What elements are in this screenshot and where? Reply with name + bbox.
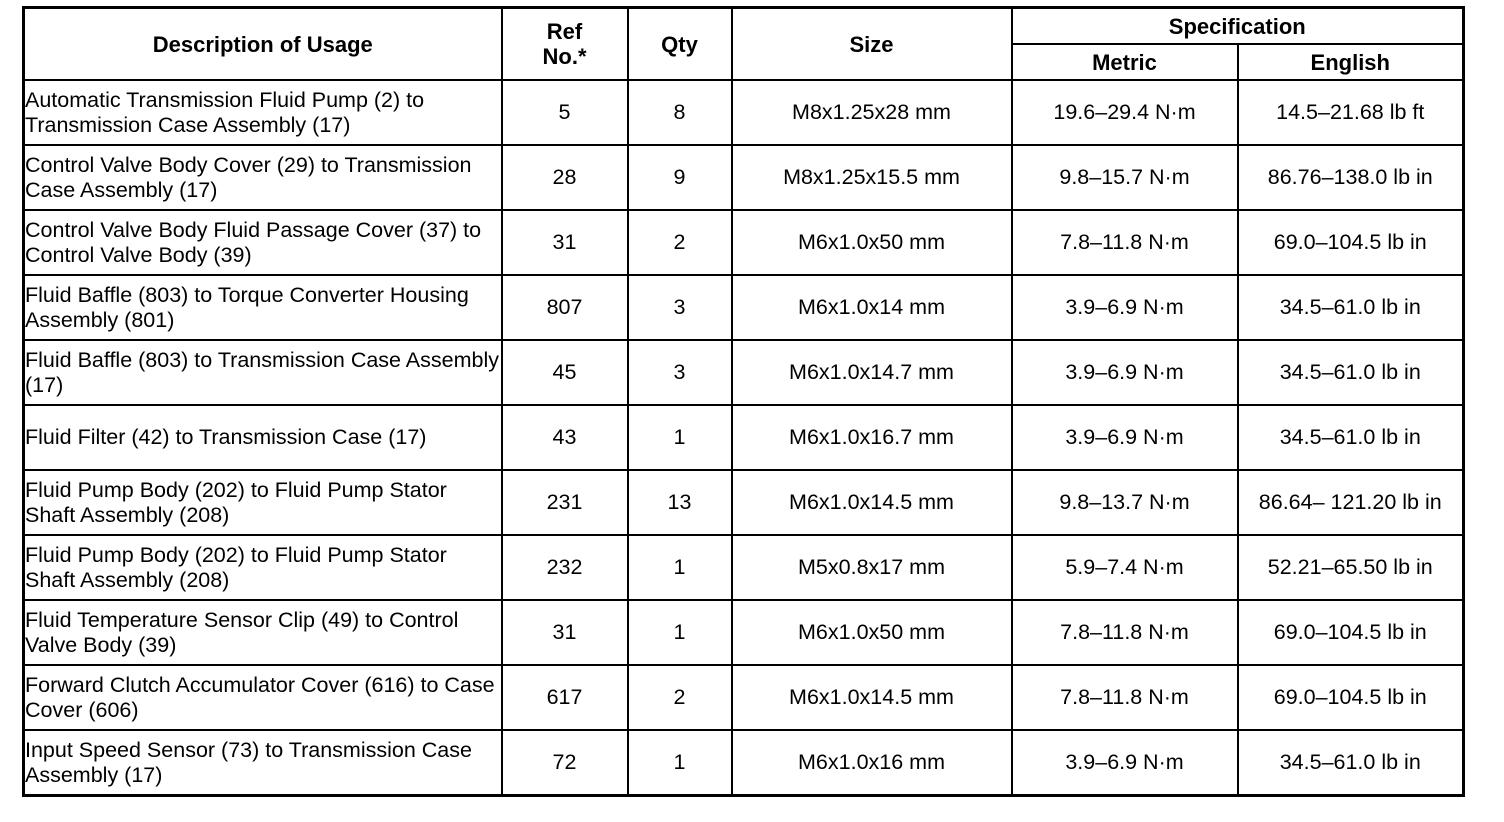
table-row [24, 665, 1464, 730]
cell-ref-no: 31 [502, 210, 628, 275]
cell-description: Control Valve Body Cover (29) to Transmission Case Assembly (17) [24, 145, 502, 210]
cell-english-text: 14.5–21.68 lb ft [1276, 100, 1425, 124]
header-ref-no-text: Ref No.* [542, 19, 587, 69]
cell-qty: 2 [628, 210, 732, 275]
cell-size: M6x1.0x50 mm [732, 210, 1012, 275]
cell-description: Input Speed Sensor (73) to Transmission Case Assembly (17) [24, 730, 502, 796]
cell-size: M6x1.0x50 mm [732, 600, 1012, 665]
cell-qty: 1 [628, 600, 732, 665]
cell-metric: 19.6–29.4 N·m [1012, 80, 1238, 145]
cell-size: M8x1.25x28 mm [732, 80, 1012, 145]
cell-size: M6x1.0x14.5 mm [732, 470, 1012, 535]
cell-ref-no: 43 [502, 405, 628, 470]
table-row [24, 340, 1464, 405]
table-row [24, 275, 1464, 340]
cell-english-text: 34.5–61.0 lb in [1279, 425, 1421, 449]
header-specification: Specification [1012, 8, 1464, 45]
cell-metric: 7.8–11.8 N·m [1012, 210, 1238, 275]
cell-english [1238, 535, 1464, 600]
cell-english [1238, 600, 1464, 665]
cell-qty: 3 [628, 340, 732, 405]
header-english: English [1238, 44, 1464, 80]
cell-metric: 7.8–11.8 N·m [1012, 665, 1238, 730]
cell-english [1238, 275, 1464, 340]
cell-metric: 3.9–6.9 N·m [1012, 340, 1238, 405]
cell-metric: 9.8–15.7 N·m [1012, 145, 1238, 210]
cell-english-text: 52.21–65.50 lb in [1267, 555, 1433, 579]
cell-description: Fluid Filter (42) to Transmission Case (17) [24, 405, 502, 470]
cell-qty: 8 [628, 80, 732, 145]
header-qty: Qty [628, 8, 732, 81]
cell-english-text: 69.0–104.5 lb in [1273, 685, 1427, 709]
cell-ref-no: 31 [502, 600, 628, 665]
table-row [24, 210, 1464, 275]
table-row [24, 405, 1464, 470]
cell-size: M6x1.0x14.5 mm [732, 665, 1012, 730]
table-row [24, 470, 1464, 535]
cell-english-text: 69.0–104.5 lb in [1273, 230, 1427, 254]
cell-description: Automatic Transmission Fluid Pump (2) to Transmission Case Assembly (17) [24, 80, 502, 145]
cell-metric: 9.8–13.7 N·m [1012, 470, 1238, 535]
torque-spec-table [22, 6, 1465, 797]
header-description: Description of Usage [24, 8, 502, 81]
cell-description: Fluid Baffle (803) to Transmission Case Assembly (17) [24, 340, 502, 405]
cell-english [1238, 340, 1464, 405]
table-row [24, 535, 1464, 600]
cell-size: M6x1.0x16.7 mm [732, 405, 1012, 470]
header-size: Size [732, 8, 1012, 81]
cell-description: Fluid Temperature Sensor Clip (49) to Control Valve Body (39) [24, 600, 502, 665]
cell-english-text: 86.64– 121.20 lb in [1258, 490, 1442, 514]
torque-spec-table-container [22, 6, 1465, 797]
cell-size: M5x0.8x17 mm [732, 535, 1012, 600]
cell-description: Fluid Baffle (803) to Torque Converter Housing Assembly (801) [24, 275, 502, 340]
cell-size: M6x1.0x16 mm [732, 730, 1012, 796]
cell-description: Forward Clutch Accumulator Cover (616) to Case Cover (606) [24, 665, 502, 730]
table-row [24, 600, 1464, 665]
cell-english [1238, 470, 1464, 535]
cell-qty: 9 [628, 145, 732, 210]
cell-qty: 1 [628, 535, 732, 600]
cell-description: Control Valve Body Fluid Passage Cover (37) to Control Valve Body (39) [24, 210, 502, 275]
cell-ref-no: 28 [502, 145, 628, 210]
cell-metric: 3.9–6.9 N·m [1012, 730, 1238, 796]
cell-english-text: 86.76–138.0 lb in [1267, 165, 1433, 189]
cell-qty: 1 [628, 405, 732, 470]
cell-english [1238, 145, 1464, 210]
cell-english [1238, 80, 1464, 145]
cell-description: Fluid Pump Body (202) to Fluid Pump Stator Shaft Assembly (208) [24, 535, 502, 600]
cell-qty: 1 [628, 730, 732, 796]
cell-english [1238, 405, 1464, 470]
cell-english [1238, 665, 1464, 730]
cell-metric: 5.9–7.4 N·m [1012, 535, 1238, 600]
cell-ref-no: 45 [502, 340, 628, 405]
cell-metric: 3.9–6.9 N·m [1012, 405, 1238, 470]
cell-ref-no: 72 [502, 730, 628, 796]
cell-metric: 3.9–6.9 N·m [1012, 275, 1238, 340]
header-ref-no [502, 8, 628, 81]
header-metric: Metric [1012, 44, 1238, 80]
cell-english-text: 69.0–104.5 lb in [1273, 620, 1427, 644]
cell-size: M8x1.25x15.5 mm [732, 145, 1012, 210]
cell-english-text: 34.5–61.0 lb in [1279, 360, 1421, 384]
cell-ref-no: 807 [502, 275, 628, 340]
cell-english [1238, 210, 1464, 275]
cell-ref-no: 5 [502, 80, 628, 145]
cell-english-text: 34.5–61.0 lb in [1279, 295, 1421, 319]
cell-ref-no: 617 [502, 665, 628, 730]
table-row [24, 730, 1464, 796]
cell-english [1238, 730, 1464, 796]
table-row [24, 80, 1464, 145]
cell-qty: 2 [628, 665, 732, 730]
table-body [24, 80, 1464, 796]
cell-qty: 13 [628, 470, 732, 535]
cell-ref-no: 231 [502, 470, 628, 535]
cell-ref-no: 232 [502, 535, 628, 600]
cell-metric: 7.8–11.8 N·m [1012, 600, 1238, 665]
cell-size: M6x1.0x14.7 mm [732, 340, 1012, 405]
table-row [24, 145, 1464, 210]
cell-size: M6x1.0x14 mm [732, 275, 1012, 340]
table-header [24, 8, 1464, 81]
cell-qty: 3 [628, 275, 732, 340]
cell-english-text: 34.5–61.0 lb in [1279, 750, 1421, 774]
cell-description: Fluid Pump Body (202) to Fluid Pump Stator Shaft Assembly (208) [24, 470, 502, 535]
